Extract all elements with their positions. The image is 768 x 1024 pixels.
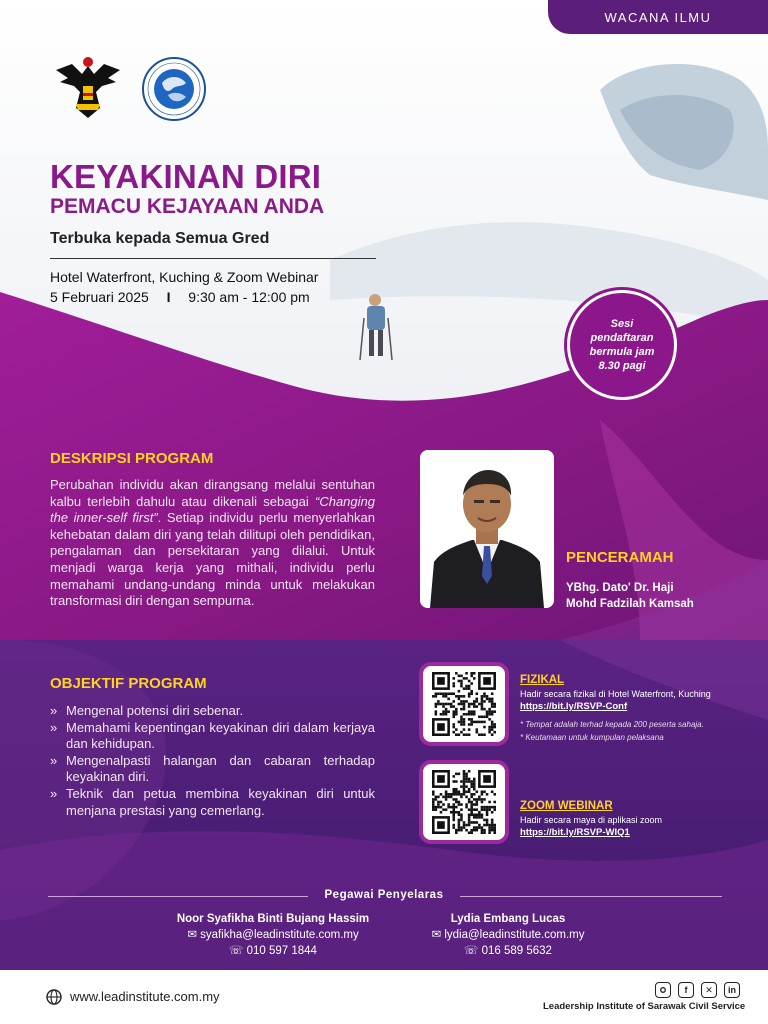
registration-badge-text: Sesi pendaftaran bermula jam 8.30 pagi — [589, 318, 655, 372]
header-divider — [50, 258, 376, 259]
qr-code-icon — [432, 672, 496, 736]
speaker-name-line1: YBhg. Dato' Dr. Haji — [566, 582, 674, 594]
fizikal-note-priority: * Keutamaan untuk kumpulan pelaksana — [520, 733, 664, 742]
zoom-rsvp-link[interactable]: https://bit.ly/RSVP-WIQ1 — [520, 827, 630, 838]
fizikal-heading: FIZIKAL — [520, 674, 565, 686]
description-text-part1: Perubahan individu akan dirangsang melalui sentuhan kalbu terlebih dahulu atau dikenali sebagai — [50, 477, 375, 509]
x-icon[interactable]: ✕ — [701, 982, 717, 998]
fizikal-text: Hadir secara fizikal di Hotel Waterfront, Kuching — [520, 689, 711, 699]
zoom-info — [520, 800, 760, 839]
coordinator-email-row — [158, 927, 388, 943]
objectives-heading: OBJEKTIF PROGRAM — [50, 675, 207, 692]
date-time-text — [50, 289, 310, 305]
phone-icon: ☏ — [229, 945, 244, 957]
event-date: 5 Februari 2025 — [50, 289, 149, 305]
qr-code-icon — [432, 770, 496, 834]
leadership-institute-logo — [142, 57, 206, 121]
audience-label: Terbuka kepada Semua Gred — [50, 230, 270, 247]
coordinator-phone: 016 589 5632 — [481, 945, 552, 957]
objective-item: » Mengenalpasti halangan dan cabaran terhadap keyakinan diri. — [50, 753, 375, 786]
objective-item: » Teknik dan petua membina keyakinan diri untuk menjana prestasi yang cemerlang. — [50, 786, 375, 819]
venue-text: Hotel Waterfront, Kuching & Zoom Webinar — [50, 269, 319, 285]
organization-name: Leadership Institute of Sarawak Civil Service — [543, 1001, 746, 1012]
coordinator-card-1 — [158, 911, 388, 959]
zoom-text: Hadir secara maya di aplikasi zoom — [520, 815, 663, 825]
fizikal-note-capacity: * Tempat adalah terhad kepada 200 peserta sahaja. — [520, 720, 704, 729]
speaker-name-line2: Mohd Fadzilah Kamsah — [566, 598, 694, 610]
coordinator-email[interactable]: lydia@leadinstitute.com.my — [444, 929, 585, 941]
coordinator-email-row — [393, 927, 623, 943]
objectives-list — [50, 703, 375, 819]
speaker-photo — [420, 450, 554, 608]
speaker-heading: PENCERAMAH — [566, 549, 674, 566]
description-text — [50, 477, 375, 610]
fizikal-info — [520, 674, 760, 744]
event-time: 9:30 am - 12:00 pm — [188, 289, 310, 305]
event-title: KEYAKINAN DIRI — [50, 158, 322, 195]
email-icon: ✉ — [431, 929, 442, 941]
speaker-name — [566, 580, 694, 612]
event-subtitle: PEMACU KEJAYAAN ANDA — [50, 195, 325, 218]
coordinator-card-2 — [393, 911, 623, 959]
date-time-separator: I — [166, 289, 171, 305]
registration-badge — [567, 290, 677, 400]
event-type-tag: WACANA ILMU — [548, 0, 768, 34]
coordinator-phone-row — [393, 943, 623, 959]
fizikal-rsvp-link[interactable]: https://bit.ly/RSVP-Conf — [520, 701, 628, 712]
phone-icon: ☏ — [464, 945, 479, 957]
website-link[interactable]: www.leadinstitute.com.my — [70, 989, 220, 1004]
sarawak-crest-logo — [52, 52, 124, 124]
coordinator-phone-row — [158, 943, 388, 959]
description-heading: DESKRIPSI PROGRAM — [50, 450, 214, 467]
objective-item: » Memahami kepentingan keyakinan diri dalam kerjaya dan kehidupan. — [50, 720, 375, 753]
description-text-part2: . Setiap individu perlu menyerlahkan kehebatan dalam diri yang telah dilitupi oleh pendidikan, pengalaman dan persekitaran yang dilalui. Untuk menjadi warga kerja yang mithali, individu perlu memahami undang-undang minda untuk melakukan transformasi diri dengan sempurna. — [50, 510, 375, 609]
instagram-icon[interactable] — [655, 982, 671, 998]
coordinator-email[interactable]: syafikha@leadinstitute.com.my — [200, 929, 359, 941]
description-quote: “Changing the inner-self first” — [50, 493, 375, 526]
coordinator-phone: 010 597 1844 — [246, 945, 317, 957]
globe-icon — [46, 989, 62, 1005]
coordinator-name: Lydia Embang Lucas — [450, 913, 566, 925]
coordinator-name: Noor Syafikha Binti Bujang Hassim — [176, 913, 370, 925]
email-icon: ✉ — [187, 929, 197, 941]
zoom-heading: ZOOM WEBINAR — [520, 800, 613, 812]
coordinators-heading: Pegawai Penyelaras — [324, 889, 444, 901]
linkedin-icon[interactable]: in — [724, 982, 740, 998]
facebook-icon[interactable]: f — [678, 982, 694, 998]
fizikal-qr-code[interactable] — [419, 662, 509, 746]
objective-item: » Mengenal potensi diri sebenar. — [50, 703, 375, 720]
zoom-qr-code[interactable] — [419, 760, 509, 844]
